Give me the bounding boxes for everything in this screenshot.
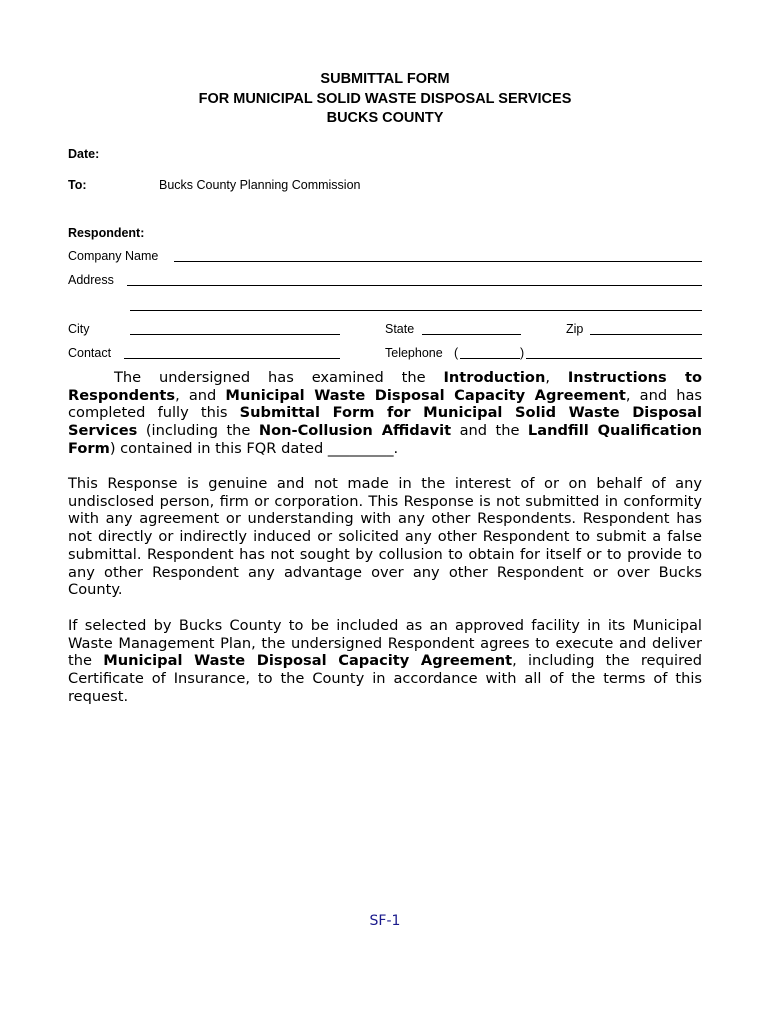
p1-text-1: The undersigned has examined the: [114, 369, 444, 386]
p1-bold-introduction: Introduction: [443, 369, 546, 386]
contact-label: Contact: [68, 346, 112, 360]
statement-paragraph-1: [68, 369, 702, 458]
statement-paragraph-3: [68, 617, 702, 706]
p1-bold-non-collusion: Non-Collusion Affidavit: [258, 422, 452, 440]
date-label: Date:: [68, 147, 100, 161]
p1-text-2: ,: [545, 369, 568, 386]
address-label: Address: [68, 273, 114, 287]
company-name-field[interactable]: [174, 261, 702, 262]
address-field-line-1[interactable]: [127, 285, 702, 286]
county-title: BUCKS COUNTY: [326, 110, 444, 126]
p1-bold-instructions: Instructions to Respondents: [68, 369, 702, 404]
city-label: City: [68, 322, 90, 336]
form-title: SUBMITTAL FORM: [320, 71, 450, 87]
telephone-label: Telephone: [385, 346, 443, 360]
p1-text-3: , and: [175, 386, 226, 404]
telephone-number-field[interactable]: [526, 358, 702, 359]
company-name-label: Company Name: [68, 249, 159, 263]
p1-text-5: (including the: [137, 422, 259, 440]
to-label: To:: [68, 178, 87, 192]
telephone-open-paren: (: [454, 346, 459, 360]
zip-label: Zip: [566, 322, 584, 336]
page-number: SF-1: [369, 913, 401, 929]
to-value: Bucks County Planning Commission: [159, 178, 361, 192]
p1-text-6: and the: [451, 422, 528, 440]
state-field[interactable]: [422, 334, 521, 335]
p1-bold-submittal-form: Submittal Form for Municipal Solid Waste Disposal Services: [68, 404, 703, 440]
p3-text-2: , including the required Certificate of Insurance, to the County in accordance with all of the terms of this request.: [68, 652, 703, 705]
form-subtitle: FOR MUNICIPAL SOLID WASTE DISPOSAL SERVICES: [198, 91, 572, 107]
p3-bold-agreement: Municipal Waste Disposal Capacity Agreement: [103, 652, 513, 670]
statement-paragraph-2: This Response is genuine and not made in the interest of or on behalf of any undisclosed person, firm or corporation. This Response is not submitted in conformity with any agreement or understanding with any other Respondents. Respondent has not directly or indirectly induced or solicited any other Respondent to submit a false submittal. Respondent has not sought by collusion to obtain for itself or to provide to any other Respondent any advantage over any other Respondent or over Bucks County.: [68, 475, 702, 599]
telephone-area-code-field[interactable]: [460, 358, 520, 359]
zip-field[interactable]: [590, 334, 702, 335]
state-label: State: [385, 322, 415, 336]
p1-bold-landfill-form: Landfill Qualification Form: [68, 422, 702, 457]
p1-text-7: ) contained in this FQR dated _________.: [109, 439, 399, 457]
p1-text-4: , and has completed fully this: [68, 386, 703, 422]
address-field-line-2[interactable]: [130, 310, 702, 311]
city-field[interactable]: [130, 334, 340, 335]
p1-bold-agreement: Municipal Waste Disposal Capacity Agreement: [225, 386, 626, 404]
contact-field[interactable]: [124, 358, 340, 359]
p3-text-1: If selected by Bucks County to be included as an approved facility in its Municipal Waste Management Plan, the undersigned Respondent agrees to execute and deliver the: [68, 617, 702, 670]
telephone-close-paren: ): [520, 346, 525, 360]
respondent-heading: Respondent:: [68, 226, 145, 240]
